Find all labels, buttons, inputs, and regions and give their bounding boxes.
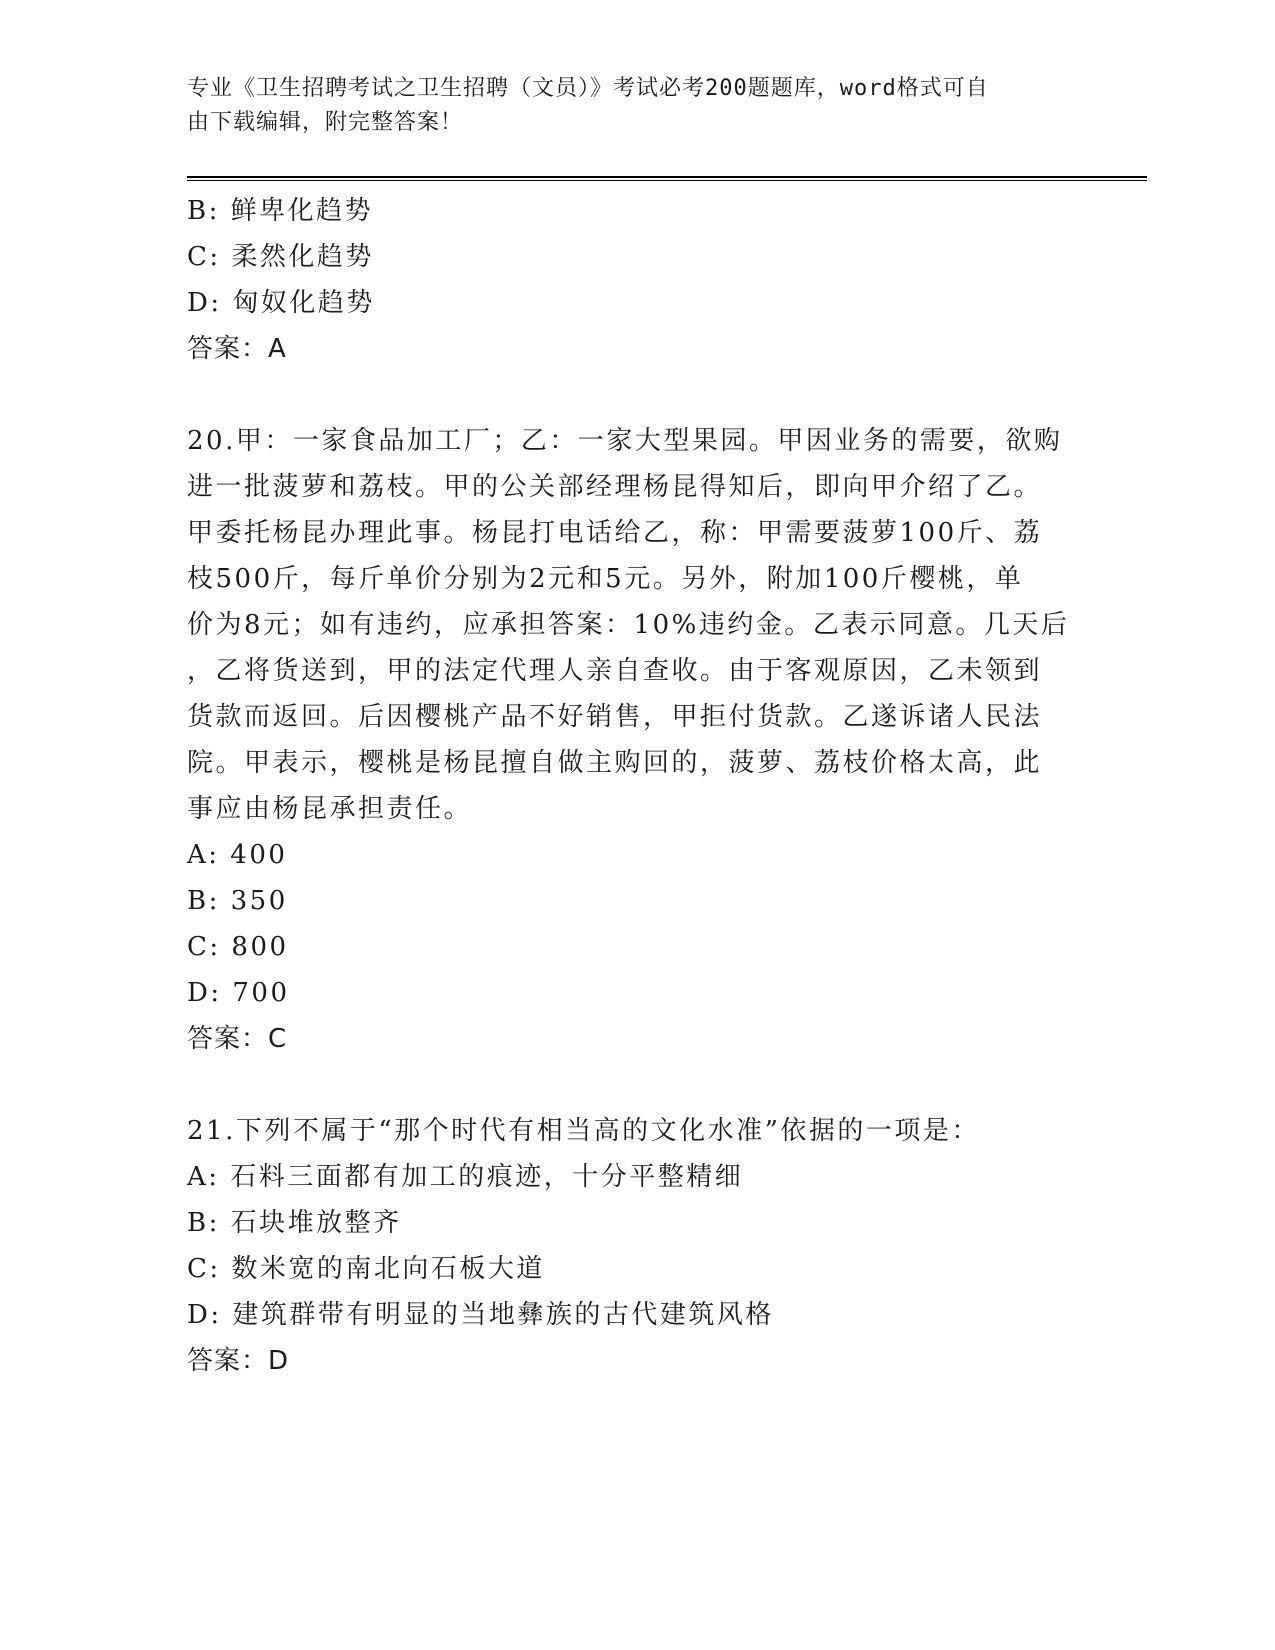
question-stem: 21.下列不属于“那个时代有相当高的文化水准”依据的一项是： — [187, 1116, 980, 1146]
question-stem-line: 货款而返回。后因樱桃产品不好销售，甲拒付货款。乙遂诉诸人民法 — [187, 702, 1043, 732]
answer-line: 答案：D — [187, 1346, 290, 1376]
option-b: B: 鲜卑化趋势 — [187, 196, 374, 226]
header-line-1: 专业《卫生招聘考试之卫生招聘（文员）》考试必考200题题库，word格式可自 — [187, 76, 989, 101]
option-b: B: 350 — [187, 886, 288, 916]
question-list — [187, 188, 1087, 1384]
document-header — [187, 72, 1067, 140]
option-c: C: 数米宽的南北向石板大道 — [187, 1254, 545, 1284]
question-19 — [187, 188, 1087, 372]
question-21 — [187, 1108, 1087, 1384]
question-stem-line: 院。甲表示，樱桃是杨昆擅自做主购回的，菠萝、荔枝价格太高，此 — [187, 748, 1043, 778]
option-d: D: 700 — [187, 978, 290, 1008]
question-stem-line: ，乙将货送到，甲的法定代理人亲自查收。由于客观原因，乙未领到 — [187, 656, 1043, 686]
question-stem-line: 枝500斤，每斤单价分别为2元和5元。另外，附加100斤樱桃，单 — [187, 564, 1024, 594]
question-stem-line: 价为8元；如有违约，应承担答案：10%违约金。乙表示同意。几天后 — [187, 610, 1070, 640]
question-20 — [187, 418, 1087, 1062]
answer-line: 答案：C — [187, 1024, 288, 1054]
header-line-2: 由下载编辑，附完整答案！ — [187, 110, 464, 135]
question-stem-line: 进一批菠萝和荔枝。甲的公关部经理杨昆得知后，即向甲介绍了乙。 — [187, 472, 1043, 502]
header-divider — [187, 176, 1147, 181]
option-b: B: 石块堆放整齐 — [187, 1208, 402, 1238]
option-c: C: 800 — [187, 932, 289, 962]
option-a: A: 石料三面都有加工的痕迹，十分平整精细 — [187, 1162, 744, 1192]
question-stem-line: 事应由杨昆承担责任。 — [187, 794, 473, 824]
option-d: D: 建筑群带有明显的当地彝族的古代建筑风格 — [187, 1300, 774, 1330]
question-stem-line: 甲委托杨昆办理此事。杨昆打电话给乙，称：甲需要菠萝100斤、荔 — [187, 518, 1043, 548]
option-c: C: 柔然化趋势 — [187, 242, 374, 272]
question-stem-line: 20.甲：一家食品加工厂；乙：一家大型果园。甲因业务的需要，欲购 — [187, 426, 1063, 456]
answer-line: 答案：A — [187, 334, 287, 364]
option-d: D: 匈奴化趋势 — [187, 288, 375, 318]
option-a: A: 400 — [187, 840, 288, 870]
